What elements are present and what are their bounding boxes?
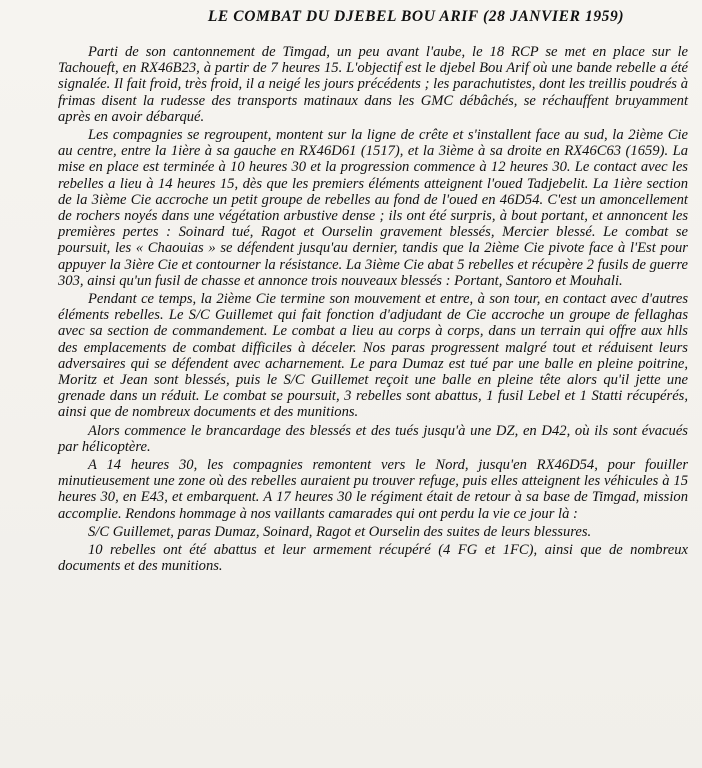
paragraph-4: Alors commence le brancardage des blessés et des tués jusqu'à une DZ, en D42, où ils sont évacués par hélicoptère. xyxy=(58,422,688,455)
paragraph-7: 10 rebelles ont été abattus et leur armement récupéré (4 FG et 1FC), ainsi que de nombreux documents et des munitions. xyxy=(58,542,688,575)
paragraph-1: Parti de son cantonnement de Timgad, un peu avant l'aube, le 18 RCP se met en place sur le Tachoueft, en RX46B23, à partir de 7 heures 15. L'objectif est le djebel Bou Arif où une bande rebelle a été signalée. Il fait froid, très froid, il a neigé les jours précédents ; les parachutistes, dont les treillis poudrés à frimas disent la rudesse des transports matinaux dans les GMC débâchés, se réchauffent bruyamment après en avoir débarqué. xyxy=(58,44,688,125)
paragraph-5: A 14 heures 30, les compagnies remontent vers le Nord, jusqu'en RX46D54, pour fouiller minutieusement une zone où des rebelles auraient pu trouver refuge, puis elles atteignent les véhicules à 15 heures 30, en E43, et embarquent. A 17 heures 30 le régiment était de retour à sa base de Timgad, mission accomplie. Rendons hommage à nos vaillants camarades qui ont perdu la vie ce jour là : xyxy=(58,457,688,522)
paragraph-3: Pendant ce temps, la 2ième Cie termine son mouvement et entre, à son tour, en contact avec d'autres éléments rebelles. Le S/C Guillemet qui fait fonction d'adjudant de Cie accroche un groupe de fellaghas avec sa section de commandement. Le combat a lieu au corps à corps, dans un terrain qui offre aux hlls des emplacements de combat difficiles à déceler. Nos paras progressent malgré tout et réduisent leurs adversaires qui se défendent avec acharnement. Le para Dumaz est tué par une balle en pleine poitrine, Moritz et Jean sont blessés, puis le S/C Guillemet reçoit une balle en pleine tête alors qu'il jette une grenade dans un réduit. Le combat se poursuit, 3 rebelles sont abattus, 1 fusil Lebel et 1 Statti récupérés, ainsi que de nombreux documents et des munitions. xyxy=(58,291,688,421)
paragraph-6: S/C Guillemet, paras Dumaz, Soinard, Ragot et Ourselin des suites de leurs blessures. xyxy=(88,523,592,540)
document-body xyxy=(58,44,688,577)
paragraph-2: Les compagnies se regroupent, montent sur la ligne de crête et s'installent face au sud, la 2ième Cie au centre, entre la 1ière à sa gauche en RX46D61 (1517), et la 3ième à sa droite en RX46C63 (1659). La mise en place est terminée à 10 heures 30 et la progression commence à 12 heures 30. Le contact avec les rebelles a lieu à 14 heures 15, dès que les premiers éléments atteignent l'oued Tadjebelit. La 1ière section de la 3ième Cie accroche un petit groupe de rebelles au fond de l'oued en 46D54. C'est un amoncellement de rochers noyés dans une végétation arbustive dense ; ils ont été surpris, à bout portant, et annoncent les premières pertes : Soinard tué, Ragot et Ourselin gravement blessés, Mercier blessé. Le combat se poursuit, les « Chaouias » se défendent jusqu'au dernier, tandis que la 2ième Cie pivote face à l'Est pour appuyer la 3ière Cie et contourner la résistance. La 3ième Cie abat 5 rebelles et récupère 2 fusils de guerre 303, ainsi qu'un fusil de chasse et annonce trois nouveaux blessés : Portant, Santoro et Mouhali. xyxy=(58,127,688,289)
document-title: LE COMBAT DU DJEBEL BOU ARIF (28 JANVIER 1959) xyxy=(207,8,625,25)
